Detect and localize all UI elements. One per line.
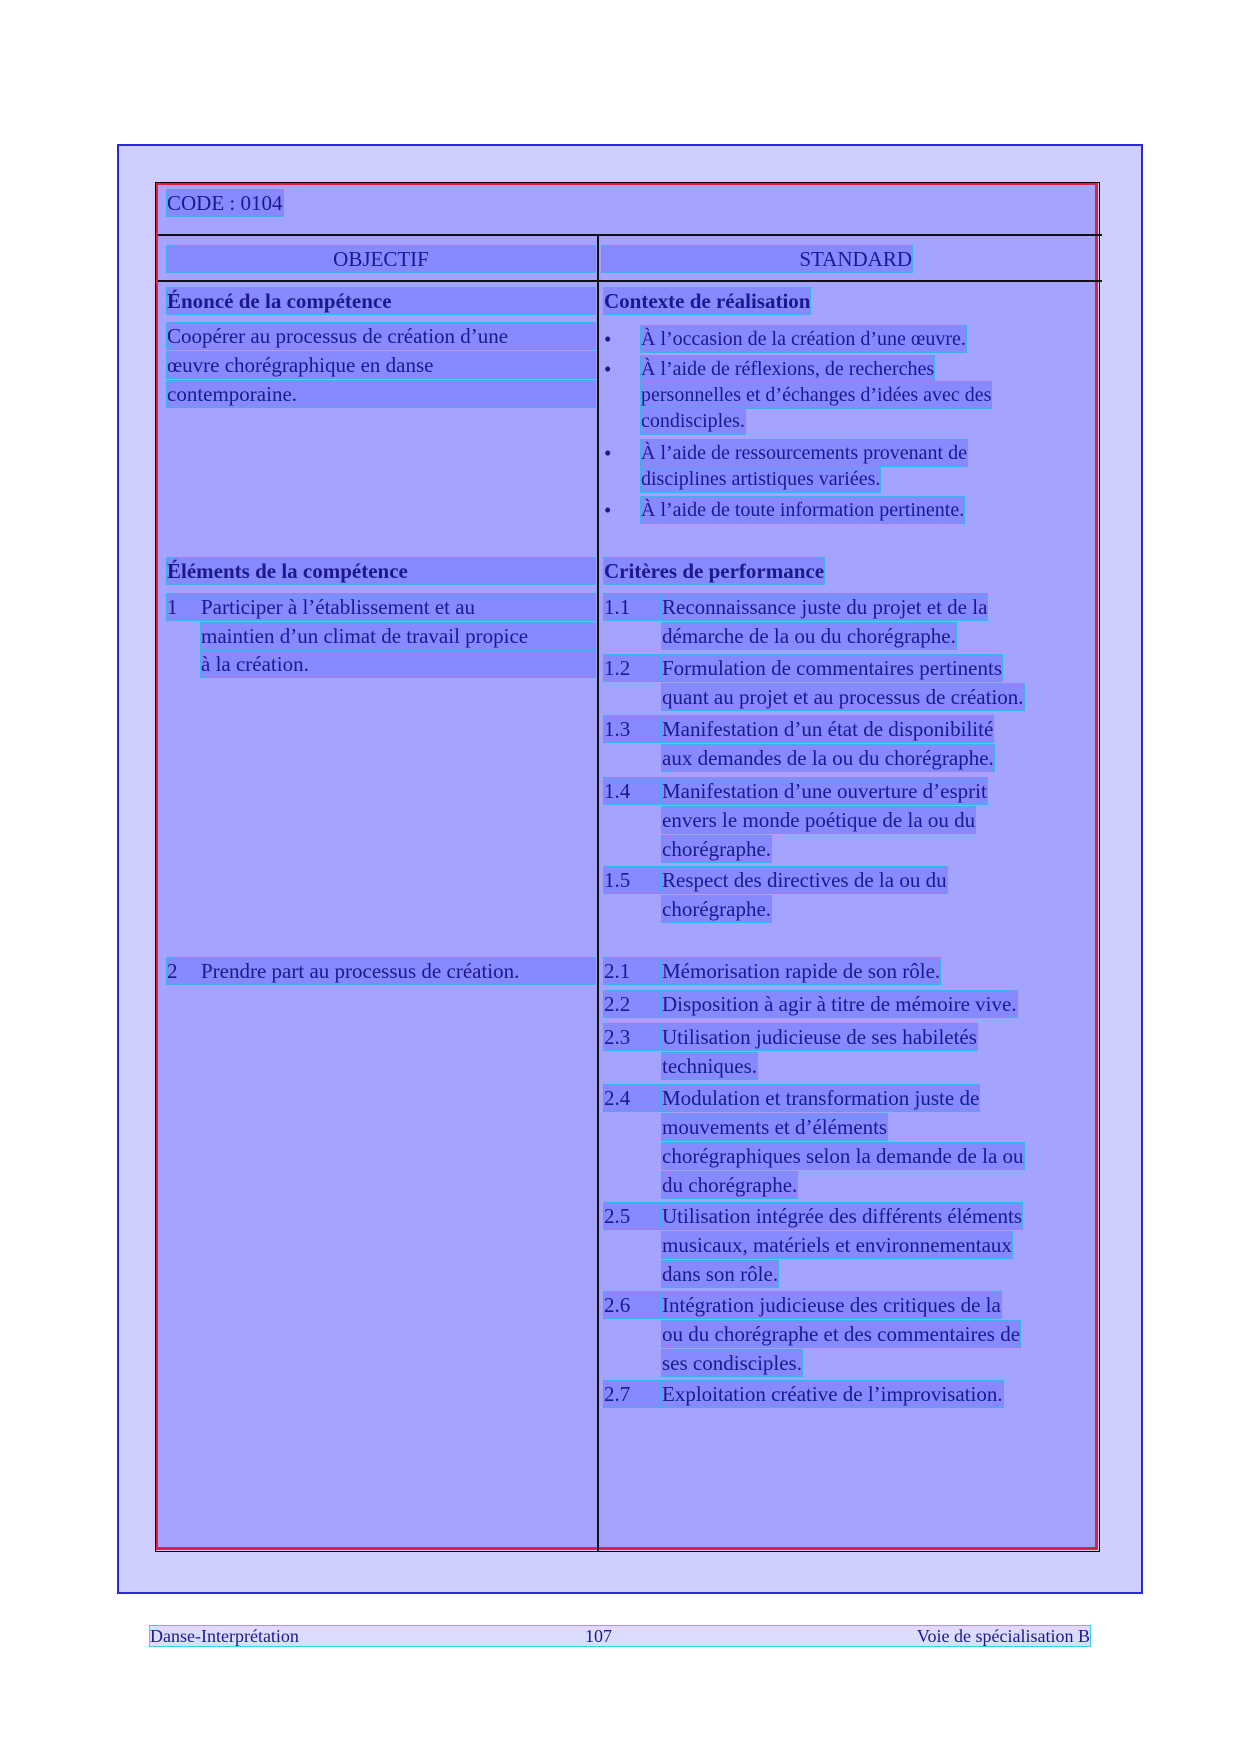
column-divider	[597, 236, 599, 1552]
bullet: •	[604, 498, 612, 522]
criterion-number: 1.2	[604, 655, 660, 681]
criterion-line: musicaux, matériels et environnementaux	[662, 1233, 1012, 1257]
criterion-number: 2.3	[604, 1024, 660, 1050]
element-number: 1	[167, 595, 178, 619]
element-text: Participer à l’établissement et au	[201, 595, 476, 619]
bullet: •	[604, 441, 612, 465]
criterion-line: chorégraphe.	[662, 837, 772, 861]
contexte-item-2-line-3: condisciples.	[641, 410, 745, 432]
header-objectif: OBJECTIF	[167, 246, 595, 272]
criteres-title: Critères de performance	[604, 559, 825, 583]
criterion-line: Modulation et transformation juste de	[662, 1086, 980, 1110]
contexte-item-4: À l’aide de toute information pertinente.	[641, 499, 965, 521]
elements-title: Éléments de la compétence	[167, 558, 595, 584]
criterion-number: 2.5	[604, 1203, 660, 1229]
criterion-line: Exploitation créative de l’improvisation.	[662, 1382, 1003, 1406]
criterion-line: chorégraphe.	[662, 897, 772, 921]
criterion-line: techniques.	[662, 1054, 758, 1078]
contexte-item-2-line-1: À l’aide de réflexions, de recherches	[641, 358, 935, 380]
criterion-line: Mémorisation rapide de son rôle.	[662, 959, 941, 983]
enonce-line-2: œuvre chorégraphique en danse	[167, 352, 595, 378]
element-2	[167, 958, 595, 984]
element-text: Prendre part au processus de création.	[201, 959, 520, 983]
criterion-number: 1.4	[604, 778, 660, 804]
element-number: 2	[167, 959, 178, 983]
enonce-line-3: contemporaine.	[167, 381, 595, 407]
contexte-item-3-line-1: À l’aide de ressourcements provenant de	[641, 442, 967, 464]
criterion-line: dans son rôle.	[662, 1262, 779, 1286]
element-1	[167, 594, 595, 620]
criterion-number: 2.6	[604, 1292, 660, 1318]
criterion-number: 2.7	[604, 1381, 660, 1407]
contexte-item-3-line-2: disciplines artistiques variées.	[641, 468, 881, 490]
criterion-line: Manifestation d’un état de disponibilité	[662, 717, 994, 741]
criterion-line: Utilisation intégrée des différents éléments	[662, 1204, 1023, 1228]
criterion-line: Formulation de commentaires pertinents	[662, 656, 1002, 680]
criterion-line: Reconnaissance juste du projet et de la	[662, 595, 988, 619]
criterion-line: Respect des directives de la ou du	[662, 868, 947, 892]
criterion-number: 1.5	[604, 867, 660, 893]
footer-page-number: 107	[585, 1626, 612, 1646]
code-line: CODE : 0104	[167, 191, 283, 215]
criterion-line: ses condisciples.	[662, 1351, 802, 1375]
bullet: •	[604, 327, 612, 351]
criterion-line: Disposition à agir à titre de mémoire vive.	[662, 992, 1017, 1016]
criterion-number: 1.1	[604, 594, 660, 620]
criterion-line: mouvements et d’éléments	[662, 1115, 888, 1139]
rule-under-headers	[158, 280, 1102, 282]
contexte-title: Contexte de réalisation	[604, 289, 811, 313]
enonce-line-1: Coopérer au processus de création d’une	[167, 323, 595, 349]
element-1-line-3: à la création.	[201, 651, 595, 677]
criterion-line: Utilisation judicieuse de ses habiletés	[662, 1025, 977, 1049]
header-standard-label: STANDARD	[799, 247, 912, 271]
criterion-number: 2.2	[604, 991, 660, 1017]
criterion-line: quant au projet et au processus de création.	[662, 685, 1024, 709]
contexte-item-2-line-2: personnelles et d’échanges d’idées avec des	[641, 384, 992, 406]
criterion-line: du chorégraphe.	[662, 1173, 798, 1197]
footer-left: Danse-Interprétation	[150, 1626, 299, 1646]
criterion-line: aux demandes de la ou du chorégraphe.	[662, 746, 994, 770]
header-standard	[602, 246, 912, 272]
bullet: •	[604, 357, 612, 381]
criterion-line: ou du chorégraphe et des commentaires de	[662, 1322, 1021, 1346]
criterion-number: 1.3	[604, 716, 660, 742]
enonce-title: Énoncé de la compétence	[167, 288, 595, 314]
criterion-number: 2.4	[604, 1085, 660, 1111]
element-1-line-2: maintien d’un climat de travail propice	[201, 623, 595, 649]
criterion-line: démarche de la ou du chorégraphe.	[662, 624, 956, 648]
criterion-line: chorégraphiques selon la demande de la ou	[662, 1144, 1024, 1168]
criterion-number: 2.1	[604, 958, 660, 984]
criterion-line: Intégration judicieuse des critiques de la	[662, 1293, 1001, 1317]
footer-right: Voie de spécialisation B	[916, 1626, 1090, 1646]
rule-under-code	[158, 234, 1102, 236]
contexte-item-1: À l’occasion de la création d’une œuvre.	[641, 328, 966, 350]
criterion-line: envers le monde poétique de la ou du	[662, 808, 976, 832]
criterion-line: Manifestation d’une ouverture d’esprit	[662, 779, 987, 803]
